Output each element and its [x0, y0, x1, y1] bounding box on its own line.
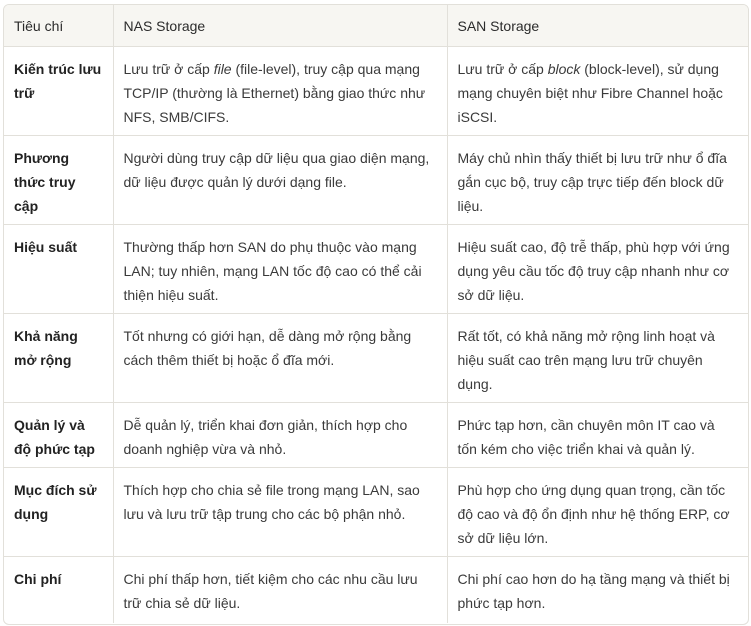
cell-text: (block-level), sử dụng mạng chuyên biệt như Fibre Channel hoặc iSCSI. — [457, 61, 723, 125]
cell-emphasis: block — [547, 61, 581, 77]
row-criterion: Quản lý và độ phức tạp — [4, 403, 113, 468]
row-criterion: Kiến trúc lưu trữ — [4, 47, 113, 136]
row-nas-cell: Tốt nhưng có giới hạn, dễ dàng mở rộng bằng cách thêm thiết bị hoặc ổ đĩa mới. — [113, 314, 447, 403]
row-nas-cell: Thích hợp cho chia sẻ file trong mạng LAN, sao lưu và lưu trữ tập trung cho các bộ phận nhỏ. — [113, 468, 447, 557]
comparison-table-container — [3, 4, 749, 625]
row-criterion: Hiệu suất — [4, 225, 113, 314]
row-nas-cell: Dễ quản lý, triển khai đơn giản, thích hợp cho doanh nghiệp vừa và nhỏ. — [113, 403, 447, 468]
header-san: SAN Storage — [447, 5, 748, 47]
table-row — [4, 225, 748, 314]
row-san-cell: Chi phí cao hơn do hạ tầng mạng và thiết bị phức tạp hơn. — [457, 571, 730, 611]
header-row — [4, 5, 748, 47]
header-nas: NAS Storage — [113, 5, 447, 47]
table-row — [4, 468, 748, 557]
cell-text: Lưu trữ ở cấp — [123, 61, 214, 77]
row-san-cell: Máy chủ nhìn thấy thiết bị lưu trữ như ổ đĩa gắn cục bộ, truy cập trực tiếp đến block dữ liệu. — [447, 136, 748, 225]
table-row — [4, 557, 748, 623]
row-criterion: Khả năng mở rộng — [4, 314, 113, 403]
cell-emphasis: file — [213, 61, 232, 77]
row-criterion: Phương thức truy cập — [4, 136, 113, 225]
row-san-cell: Phức tạp hơn, cần chuyên môn IT cao và tốn kém cho việc triển khai và quản lý. — [447, 403, 748, 468]
row-criterion: Mục đích sử dụng — [4, 468, 113, 557]
comparison-table — [4, 5, 748, 623]
row-san-cell — [447, 47, 748, 136]
row-nas-cell: Thường thấp hơn SAN do phụ thuộc vào mạng LAN; tuy nhiên, mạng LAN tốc độ cao có thể cải thiện hiệu suất. — [113, 225, 447, 314]
row-san-cell: Rất tốt, có khả năng mở rộng linh hoạt và hiệu suất cao trên mạng lưu trữ chuyên dụng. — [447, 314, 748, 403]
row-criterion: Chi phí — [4, 557, 113, 623]
row-nas-cell: Chi phí thấp hơn, tiết kiệm cho các nhu cầu lưu trữ chia sẻ dữ liệu. — [113, 557, 447, 623]
table-row — [4, 136, 748, 225]
table-row — [4, 314, 748, 403]
cell-text: Lưu trữ ở cấp — [457, 61, 548, 77]
table-header — [4, 5, 748, 47]
row-nas-cell — [113, 47, 447, 136]
row-san-cell: Phù hợp cho ứng dụng quan trọng, cần tốc độ cao và độ ổn định như hệ thống ERP, cơ sở dữ liệu lớn. — [447, 468, 748, 557]
row-san-cell: Hiệu suất cao, độ trễ thấp, phù hợp với ứng dụng yêu cầu tốc độ truy cập nhanh như cơ sở dữ liệu. — [447, 225, 748, 314]
header-criterion: Tiêu chí — [4, 5, 113, 47]
table-row — [4, 403, 748, 468]
table-row — [4, 47, 748, 136]
cell-text: (file-level), truy cập qua mạng TCP/IP (thường là Ethernet) bằng giao thức như NFS, SMB/CIFS. — [123, 61, 426, 125]
row-nas-cell: Người dùng truy cập dữ liệu qua giao diện mạng, dữ liệu được quản lý dưới dạng file. — [113, 136, 447, 225]
table-body — [4, 47, 748, 623]
